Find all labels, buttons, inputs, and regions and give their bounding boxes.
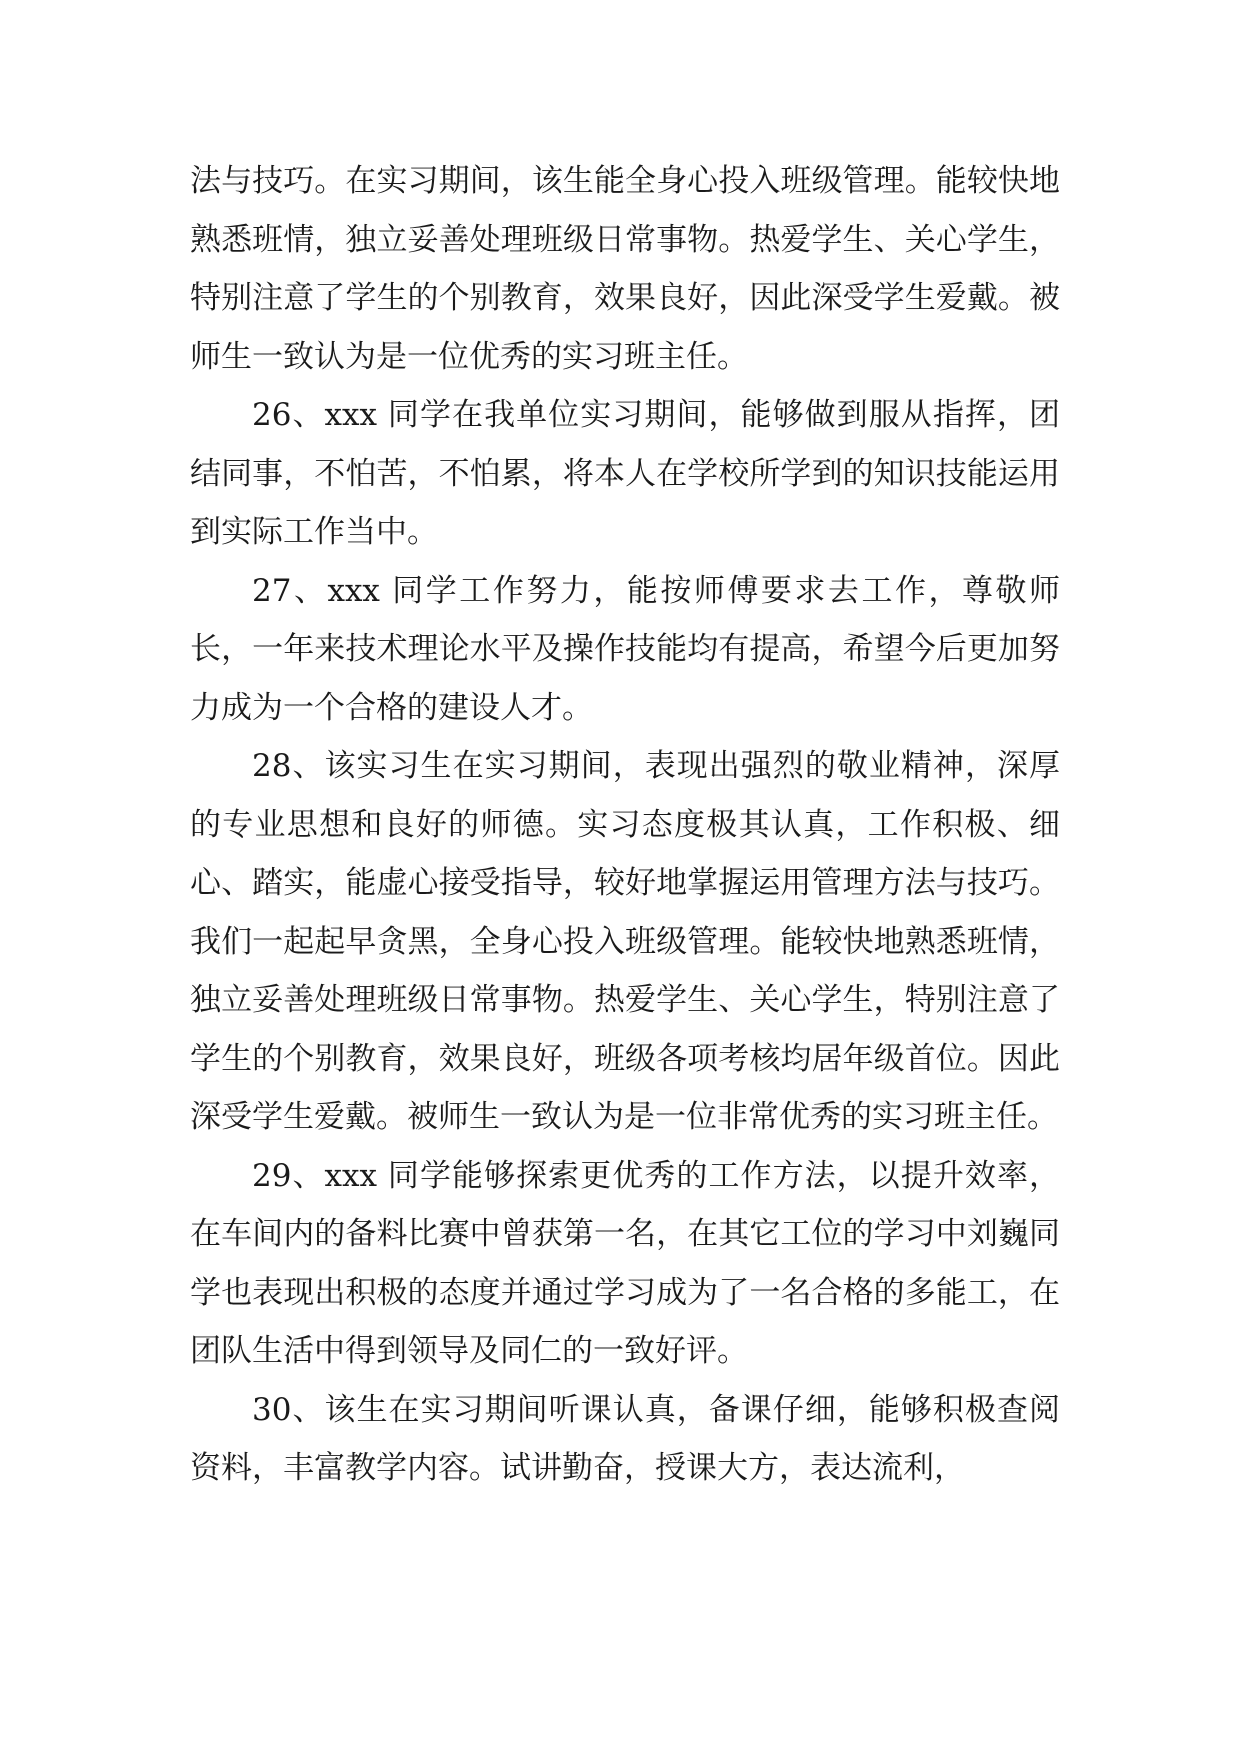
paragraph-29: 29、xxx 同学能够探索更优秀的工作方法，以提升效率，在车间内的备料比赛中曾获第一名，在其它工位的学习中刘巍同学也表现出积极的态度并通过学习成为了一名合格的多能工，在团队生活中得到领导及同仁的一致好评。 <box>190 1157 1060 1369</box>
document-page <box>190 152 1060 1498</box>
paragraph-continued: 法与技巧。在实习期间，该生能全身心投入班级管理。能较快地熟悉班情，独立妥善处理班级日常事物。热爱学生、关心学生，特别注意了学生的个别教育，效果良好，因此深受学生爱戴。被师生一致认为是一位优秀的实习班主任。 <box>190 163 1060 375</box>
paragraph-27: 27、xxx 同学工作努力，能按师傅要求去工作，尊敬师长，一年来技术理论水平及操作技能均有提高，希望今后更加努力成为一个合格的建设人才。 <box>190 572 1060 726</box>
paragraph-26: 26、xxx 同学在我单位实习期间，能够做到服从指挥，团结同事，不怕苦，不怕累，将本人在学校所学到的知识技能运用到实际工作当中。 <box>190 397 1060 550</box>
paragraph-30: 30、该生在实习期间听课认真，备课仔细，能够积极查阅资料，丰富教学内容。试讲勤奋，授课大方，表达流利， <box>190 1391 1060 1486</box>
paragraph-28: 28、该实习生在实习期间，表现出强烈的敬业精神，深厚的专业思想和良好的师德。实习态度极其认真，工作积极、细心、踏实，能虚心接受指导，较好地掌握运用管理方法与技巧。我们一起起早贪黑，全身心投入班级管理。能较快地熟悉班情，独立妥善处理班级日常事物。热爱学生、关心学生，特别注意了学生的个别教育，效果良好，班级各项考核均居年级首位。因此深受学生爱戴。被师生一致认为是一位非常优秀的实习班主任。 <box>190 748 1060 1135</box>
